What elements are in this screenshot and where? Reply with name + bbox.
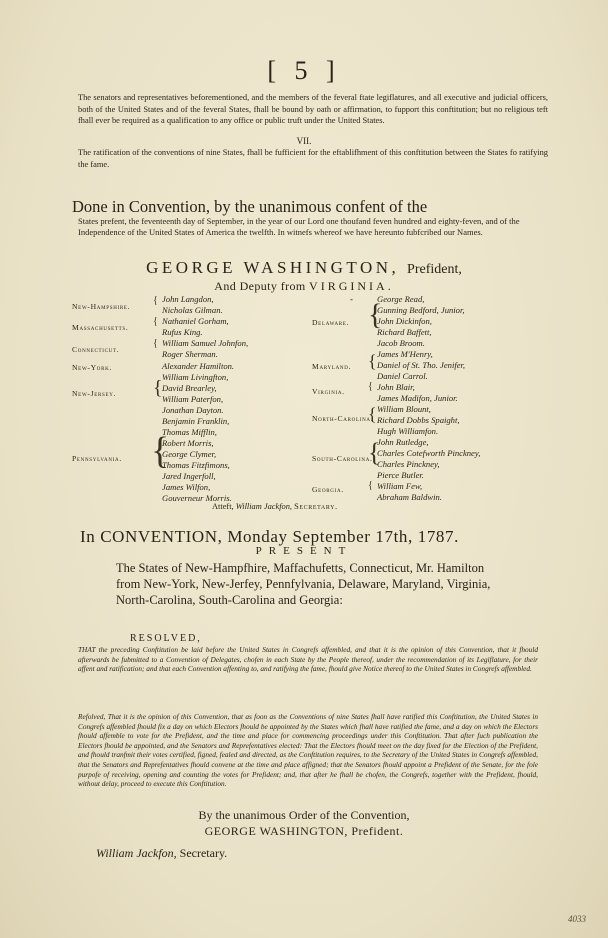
signer-name: Benjamin Franklin, (162, 416, 230, 426)
separator-dash: - (350, 294, 353, 304)
brace-icon: { (151, 430, 170, 472)
signer-name: Alexander Hamilton. (162, 361, 235, 371)
signer-name: Robert Morris, (162, 438, 214, 448)
ratification-paragraph: The ratification of the conventions of nine States, fhall be fufficient for the eftablifhment of this conftitution between the States fo ratifying the fame. (78, 148, 548, 169)
signer-name: Abraham Baldwin. (377, 492, 442, 502)
signer-name: Hugh Williamfon. (377, 426, 439, 436)
state-label: North-Carolina. (312, 414, 374, 423)
resolution-first: THAT the preceding Conftitution be laid before the United States in Congrefs affembled, and that it is the opinion of this Convention, that it fhould afterwards be fubmitted to a Convention of Delegates, chofen in each State by the People thereof, under the recommendation of its Legiflature, for their affent and ratification; and that each Convention affenting to, and ratifying the fame, fhould give Notice thereof to the United States in Congrefs affembled. (78, 645, 538, 674)
brace-icon: { (368, 404, 377, 424)
signer-name: David Brearley, (162, 383, 217, 393)
signer-name: Rufus King. (162, 327, 203, 337)
state-label: Virginia. (312, 387, 345, 396)
closing-secretary-title: Secretary. (179, 846, 228, 860)
attest-label: Atteft, (212, 502, 234, 511)
deputy-state: VIRGINIA. (309, 279, 394, 293)
president-name: GEORGE WASHINGTON, (146, 258, 400, 277)
signer-name: William Livingfton, (162, 372, 229, 382)
signer-name: Daniel Carrol. (377, 371, 428, 381)
signer-name: Richard Baffett, (377, 327, 432, 337)
state-label: New-York. (72, 363, 113, 372)
signer-name: Jared Ingerfoll, (162, 471, 216, 481)
signer-name: Charles Cotefworth Pinckney, (377, 448, 481, 458)
signer-name: John Blair, (377, 382, 415, 392)
brace-icon: { (153, 338, 158, 349)
signer-name: Jonathan Dayton. (162, 405, 224, 415)
signer-name: William Blount, (377, 404, 431, 414)
president-title: Prefident, (407, 262, 462, 277)
resolution-second: Refolved, That it is the opinion of this Convention, that as foon as the Conventions of nine States fhall have ratified this Conftitution, the United States in Congrefs affembled fhould fix a day on which Electors fhould be appointed by the States which fhall have ratified the fame, and a day on which the Electors fhould affemble to vote for the Prefident, and the time and place for commencing proceedings under this Conftitution. That after fuch publication the Electors fhould be appointed, and the Senators and Reprefentatives elected: That the Electors fhould meet on the day fixed for the Election of the Prefident, and fhould tranfmit their votes certified, figned, fealed and directed, as the Conftitution requires, to the Secretary of the United States in Congrefs affembled, that the Senators and Reprefentatives fhould convene at the time and place affigned; that the Senators fhould appoint a Prefident of the Senate, for the fole purpofe of receiving, opening and counting the votes for Prefident; and, that after he fhall be chofen, the Congrefs, together with the Prefident, fhould, without delay, proceed to execute this Conftitution. (78, 712, 538, 789)
deputy-text: And Deputy from (214, 279, 306, 293)
state-label: New-Jersey. (72, 389, 117, 398)
signer-name: Charles Pinckney, (377, 459, 440, 469)
brace-icon: { (368, 438, 381, 467)
present-label: PRESENT (255, 545, 353, 557)
signer-name: Nathaniel Gorham, (162, 316, 229, 326)
signer-name: James Madifon, Junior. (377, 393, 458, 403)
signer-name: Daniel of St. Tho. Jenifer, (377, 360, 466, 370)
signer-name: John Rutledge, (377, 437, 429, 447)
brace-icon: { (153, 377, 163, 399)
signer-name: Nicholas Gilman. (162, 305, 223, 315)
convention-heading: In CONVENTION, Monday September 17th, 1787. (80, 527, 459, 546)
brace-icon: { (368, 381, 373, 392)
brace-icon: { (153, 295, 158, 306)
article-label (0, 136, 608, 146)
state-label: South-Carolina. (312, 454, 373, 463)
signer-name: Gouverneur Morris. (162, 493, 232, 503)
closing-secretary-name: William Jackfon, (96, 846, 177, 860)
president-heading (0, 258, 608, 278)
signer-name: James Wilfon, (162, 482, 211, 492)
brace-icon: { (368, 480, 373, 491)
archive-mark: 4033 (568, 914, 586, 924)
article-number: VII. (296, 136, 312, 146)
attestation-line (212, 502, 338, 511)
brace-icon: { (368, 351, 377, 371)
signer-name: Thomas Fitzfimons, (162, 460, 230, 470)
deputy-line (0, 279, 608, 294)
signer-name: Richard Dobbs Spaight, (377, 415, 460, 425)
unanimous-order-line: By the unanimous Order of the Convention, (198, 808, 410, 822)
signer-name: William Samuel Johnfon, (162, 338, 249, 348)
attest-name: William Jackfon, (235, 502, 293, 511)
signer-name: Pierce Butler. (377, 470, 424, 480)
signer-name: John Dickinfon, (377, 316, 432, 326)
signer-name: George Clymer, (162, 449, 217, 459)
resolved-heading: RESOLVED, (130, 633, 202, 644)
page-number: [ 5 ] (267, 56, 341, 85)
signer-name: Roger Sherman. (162, 349, 218, 359)
brace-icon: { (368, 298, 383, 331)
attest-title: Secretary. (294, 502, 338, 511)
signer-name: Jacob Broom. (377, 338, 425, 348)
state-label: Delaware. (312, 318, 350, 327)
signer-name: William Paterfon, (162, 394, 224, 404)
signer-name: Gunning Bedford, Junior, (377, 305, 465, 315)
state-label: Connecticut. (72, 345, 120, 354)
state-label: New-Hampshire. (72, 302, 131, 311)
state-label: Georgia. (312, 485, 344, 494)
done-in-convention-title: Done in Convention, by the unanimous confent of the (72, 197, 428, 216)
signer-name: James M'Henry, (377, 349, 433, 359)
signer-name: John Langdon, (162, 294, 214, 304)
states-present-text: The States of New-Hampfhire, Maffachufetts, Connecticut, Mr. Hamilton from New-York, New-Jerfey, Pennfylvania, Delaware, Maryland, Virginia, North-Carolina, South-Carolina and Georgia: (116, 561, 491, 607)
done-in-convention-body: States prefent, the feventeenth day of September, in the year of our Lord one thoufand feven hundred and eighty-feven, and of the Independence of the United States of America the twelfth. In witnefs whereof we have hereunto fubfcribed our Names. (78, 216, 520, 237)
oath-paragraph: The senators and representatives beforementioned, and the members of the feveral ftate legiflatures, and all executive and judicial officers, both of the United States and of the feveral States, fhall be bound by oath or affirmation, to fupport this conftitution; but no religious teft fhall ever be required as a qualification to any office or public truft under the United States. (78, 93, 548, 125)
closing-president: GEORGE WASHINGTON, Prefident. (204, 824, 404, 838)
brace-icon: { (153, 316, 158, 327)
state-label: Pennsylvania. (72, 454, 122, 463)
signer-name: George Read, (377, 294, 425, 304)
state-label: Massachusetts. (72, 323, 129, 332)
signer-name: William Few, (377, 481, 423, 491)
signer-name: Thomas Mifflin, (162, 427, 217, 437)
state-label: Maryland. (312, 362, 352, 371)
closing-secretary (96, 846, 227, 861)
